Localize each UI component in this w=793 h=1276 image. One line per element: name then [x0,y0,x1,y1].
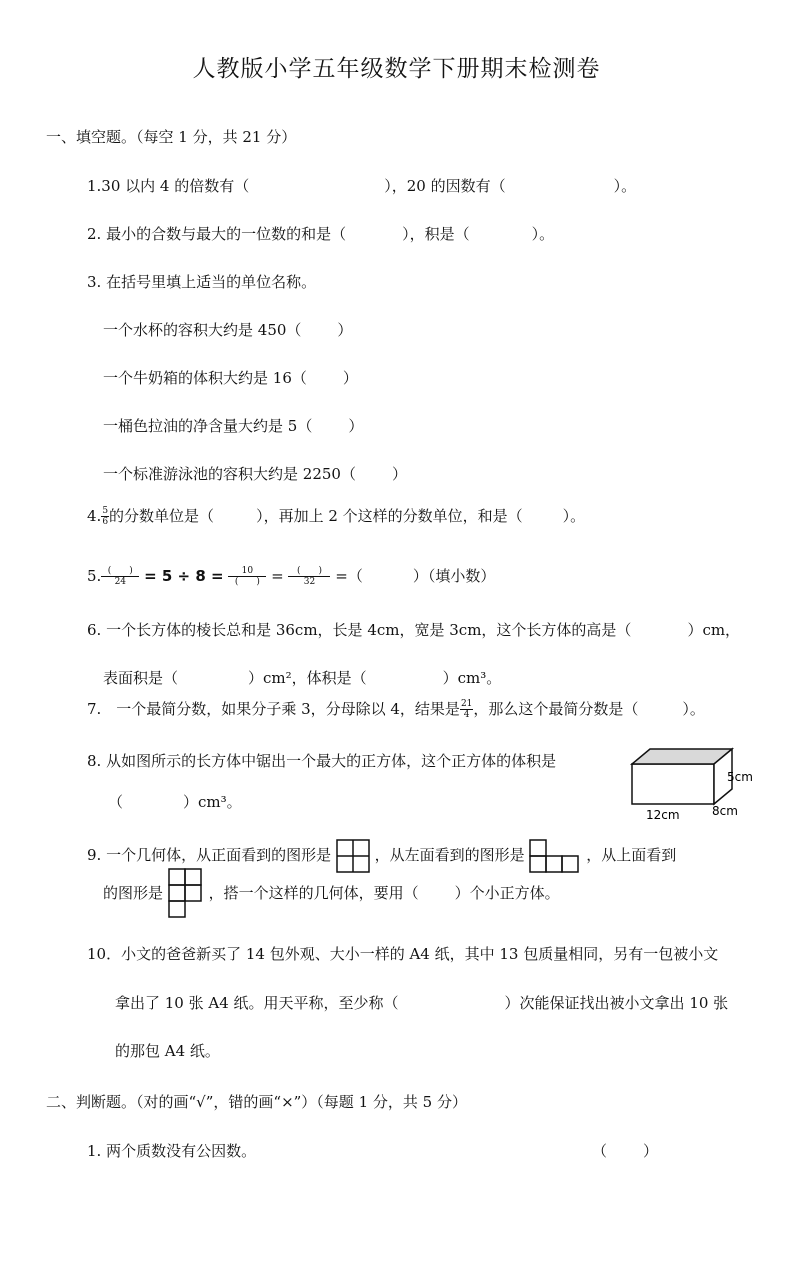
q4-frac-den: 6 [102,517,109,527]
q3-item-1-close: ） [337,321,353,339]
q6-text-e: ）cm³。 [442,669,502,687]
section-2-heading: 二、判断题。（对的画“√”，错的画“×”）（每题 1 分，共 5 分） [46,1093,467,1111]
question-6-line-2 [103,667,501,688]
q8-text-c: ）cm³。 [183,793,242,811]
q3-item-3 [103,415,363,436]
q8-text-b: （ [108,793,124,811]
q7-text-c: ）。 [682,700,705,718]
question-10-line-1: 10．小文的爸爸新买了 14 包外观、大小一样的 A4 纸，其中 13 包质量相同，另有一包被小文 [87,945,719,963]
cuboid-width-label: 8cm [712,804,738,818]
q6-text-b: ）cm， [687,621,741,639]
q10-text-c: ）次能保证找出被小文拿出 10 张 [504,994,729,1012]
question-8-line-1: 8. 从如图所示的长方体中锯出一个最大的正方体，这个正方体的体积是 [87,752,557,770]
q5-f1-den: 24 [114,577,127,587]
q7-text-b: ，那么这个最简分数是（ [473,700,639,718]
q2-text-c: ）。 [531,225,555,243]
q2-text-a: 2. 最小的合数与最大的一位数的和是（ [87,225,347,243]
q5-fraction-2 [228,567,266,587]
judge-question-1: 1. 两个质数没有公因数。 [87,1142,257,1160]
q5-f3-den: 32 [303,577,316,587]
question-2 [87,223,554,244]
q3-item-3-text: 一桶色拉油的净含量大约是 5（ [103,417,313,435]
judge-question-1-answer-box[interactable] [592,1140,658,1161]
q1-text-c: ）。 [613,177,637,195]
q9-text-f: ）个小正方体。 [454,884,560,902]
question-6-line-1 [87,619,740,640]
q6-text-c: 表面积是（ [103,669,179,687]
q5-eq-2: =（ [335,567,363,585]
q5-fraction-1 [101,567,139,587]
q5-fraction-3 [288,567,330,587]
q6-text-a: 6. 一个长方体的棱长总和是 36cm，长是 4cm，宽是 3cm，这个长方体的高是（ [87,621,632,639]
q4-text-a: 的分数单位是（ [109,507,215,525]
question-10-line-2 [115,992,728,1013]
q5-f2-den: ( ) [234,577,260,587]
q9-text-c: ，从上面看到 [586,846,677,864]
question-3-intro: 3. 在括号里填上适当的单位名称。 [87,273,317,291]
q3-item-3-close: ） [348,417,364,435]
answer-paren-close: ） [643,1142,659,1160]
top-view-shape [168,868,204,920]
cuboid-height-label: 5cm [727,770,753,784]
q7-text-a: 7. 一个最简分数，如果分子乘 3，分母除以 4，结果是 [87,700,460,718]
q4-frac-num: 5 [102,506,109,516]
q3-item-4-text: 一个标准游泳池的容积大约是 2250（ [103,465,356,483]
q9-text-a: 9. 一个几何体，从正面看到的图形是 [87,846,332,864]
q3-item-1-text: 一个水杯的容积大约是 450（ [103,321,302,339]
q7-frac-den: 4 [463,710,470,720]
question-7 [87,698,705,720]
question-4 [87,505,585,527]
q7-fraction [460,700,473,720]
q4-text-c: ）。 [562,507,586,525]
question-5 [87,565,495,587]
q10-text-b: 拿出了 10 张 A4 纸。用天平称，至少称（ [115,994,399,1012]
q4-text-b: ），再加上 2 个这样的分数单位，和是（ [256,507,523,525]
cuboid-front-face [632,764,714,804]
cuboid-length-label: 12cm [646,808,680,822]
q1-text-a: 1.30 以内 4 的倍数有（ [87,177,250,195]
page-title: 人教版小学五年级数学下册期末检测卷 [192,56,601,82]
question-8-line-2 [108,791,242,812]
q6-text-d: ）cm²，体积是（ [248,669,367,687]
q5-prefix: 5. [87,567,102,585]
q3-item-2-close: ） [342,369,358,387]
cuboid-figure [626,744,756,824]
q3-item-2-text: 一个牛奶箱的体积大约是 16（ [103,369,307,387]
q2-text-b: ），积是（ [402,225,470,243]
q3-item-4 [103,463,407,484]
q5-tail: ）（填小数） [412,567,496,585]
q3-item-1 [103,319,352,340]
q9-text-b: ，从左面看到的图形是 [374,846,525,864]
q5-f3-num: ( ) [288,567,330,577]
q4-fraction [101,507,109,527]
question-10-line-3: 的那包 A4 纸。 [115,1042,220,1060]
question-9-line-2 [103,868,560,920]
q5-middle: = 5 ÷ 8 = [144,567,224,585]
q9-text-d: 的图形是 [103,884,164,902]
question-1 [87,175,636,196]
q3-item-2 [103,367,358,388]
q5-eq-1: = [271,567,284,585]
q4-prefix: 4. [87,507,102,525]
q3-item-4-close: ） [391,465,407,483]
q5-f2-num: 10 [228,567,266,577]
q1-text-b: ），20 的因数有（ [384,177,506,195]
q5-f1-num: ( ) [101,567,139,577]
answer-paren-open: （ [592,1142,608,1160]
section-1-heading: 一、填空题。（每空 1 分，共 21 分） [46,128,297,146]
q9-text-e: ，搭一个这样的几何体，要用（ [208,884,419,902]
q7-frac-num: 21 [460,699,473,709]
